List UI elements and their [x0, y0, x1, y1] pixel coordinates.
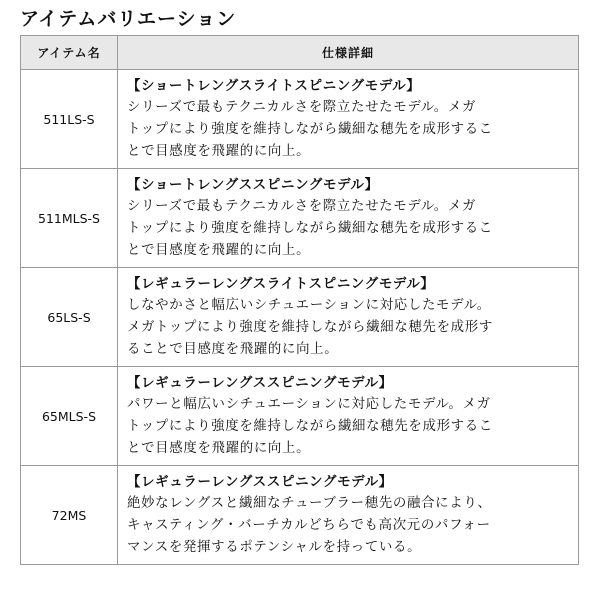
item-name-cell: 65LS-S	[21, 268, 118, 367]
description-line: パワーと幅広いシチュエーションに対応したモデル。メガ	[127, 397, 491, 413]
spec-detail-cell	[118, 169, 579, 268]
page-title: アイテムバリエーション	[20, 8, 237, 30]
model-type-heading: 【ショートレングススピニングモデル】	[127, 177, 379, 193]
description-line: トップにより強度を維持しながら繊細な穂先を成形するこ	[127, 221, 493, 236]
item-name-cell: 511MLS-S	[21, 169, 118, 268]
item-name-cell: 65MLS-S	[21, 367, 118, 466]
spec-detail-cell	[118, 268, 579, 367]
item-name-cell: 72MS	[21, 466, 118, 565]
table-row	[21, 169, 579, 268]
model-type-heading: 【レギュラーレングスライトスピニングモデル】	[127, 276, 435, 292]
description-line: とで目感度を飛躍的に向上。	[127, 440, 311, 456]
item-name-cell: 511LS-S	[21, 70, 118, 169]
description-line: シリーズで最もテクニカルさを際立たせたモデル。メガ	[127, 100, 477, 116]
description-line: トップにより強度を維持しながら繊細な穂先を成形するこ	[127, 419, 493, 434]
description-line: しなやかさと幅広いシチュエーションに対応したモデル。	[127, 298, 491, 314]
description-line: メガトップにより強度を維持しながら繊細な穂先を成形す	[127, 320, 493, 335]
table-header-row	[21, 36, 579, 70]
spec-detail-cell	[118, 367, 579, 466]
description-line: 絶妙なレングスと繊細なチューブラー穂先の融合により、	[127, 496, 492, 512]
description-line: とで目感度を飛躍的に向上。	[127, 242, 311, 258]
item-name-header: アイテム名	[21, 36, 118, 70]
spec-detail-cell	[118, 466, 579, 565]
description-line: シリーズで最もテクニカルさを際立たせたモデル。メガ	[127, 199, 477, 215]
model-type-heading: 【レギュラーレングススピニングモデル】	[127, 375, 393, 391]
spec-detail-header: 仕様詳細	[118, 36, 579, 70]
model-type-heading: 【レギュラーレングススピニングモデル】	[127, 474, 393, 490]
description-line: トップにより強度を維持しながら繊細な穂先を成形するこ	[127, 122, 493, 137]
table-row	[21, 70, 579, 169]
description-line: マンスを発揮するポテンシャルを持っている。	[127, 539, 422, 555]
spec-table	[20, 35, 579, 565]
table-row	[21, 367, 579, 466]
description-line: ることで目感度を飛躍的に向上。	[127, 341, 339, 357]
table-row	[21, 466, 579, 565]
description-line: キャスティング・バーチカルどちらでも高次元のパフォー	[127, 518, 491, 533]
description-line: とで目感度を飛躍的に向上。	[127, 143, 311, 159]
model-type-heading: 【ショートレングスライトスピニングモデル】	[127, 78, 421, 94]
spec-detail-cell	[118, 70, 579, 169]
table-row	[21, 268, 579, 367]
